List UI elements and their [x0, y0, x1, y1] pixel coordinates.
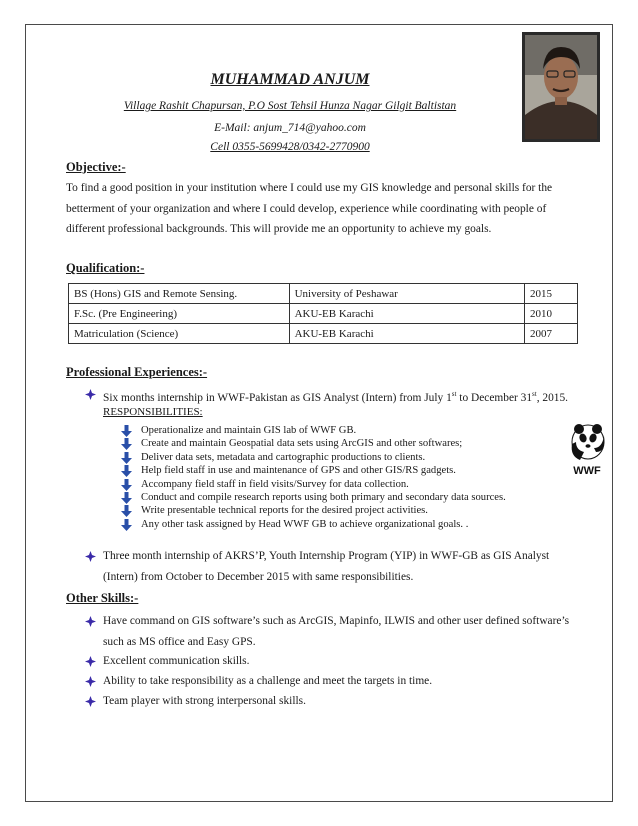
diamond-bullet-icon [85, 551, 96, 562]
table-row [69, 324, 578, 344]
objective-heading: Objective:- [66, 160, 126, 174]
qualification-table [68, 283, 578, 344]
experience-line: (Intern) from October to December 2015 with same responsibilities. [103, 570, 414, 583]
arrow-down-icon [121, 492, 132, 504]
diamond-bullet-icon [85, 676, 96, 687]
arrow-down-icon [121, 452, 132, 464]
phone: Cell 0355-5699428/0342-2770900 [210, 141, 370, 153]
objective-line: different professional backgrounds. This will provide me an opportunity to achieve my goals. [66, 223, 492, 235]
year-cell: 2007 [525, 324, 578, 344]
year-cell: 2015 [525, 284, 578, 304]
objective-text [66, 178, 578, 240]
list-item: Write presentable technical reports for the desired project activities. [121, 504, 506, 517]
candidate-name: MUHAMMAD ANJUM [210, 71, 370, 88]
skills-heading: Other Skills:- [66, 591, 139, 605]
arrow-down-icon [121, 479, 132, 491]
list-item: Conduct and compile research reports using both primary and secondary data sources. [121, 491, 506, 504]
address: Village Rashit Chapursan, P.O Sost Tehsil Hunza Nagar Gilgit Baltistan [123, 100, 457, 112]
skill-item: Team player with strong interpersonal skills. [103, 695, 306, 707]
skill-item: Excellent communication skills. [103, 655, 250, 667]
wwf-logo [566, 422, 608, 478]
list-item: Accompany field staff in field visits/Survey for data collection. [121, 478, 506, 491]
list-item: Operationalize and maintain GIS lab of WWF GB. [121, 424, 506, 437]
objective-line: betterment of your organization and where I could develop, experience while coordinating with people of [66, 202, 547, 215]
degree-cell: BS (Hons) GIS and Remote Sensing. [69, 284, 290, 304]
email: E-Mail: anjum_714@yahoo.com [214, 122, 366, 134]
skill-line: Have command on GIS software’s such as ArcGIS, Mapinfo, ILWIS and other user defined software’s [103, 615, 570, 627]
list-item: Help field staff in use and maintenance of GPS and other GIS/RS gadgets. [121, 464, 506, 477]
profile-photo [522, 32, 600, 142]
institute-cell: AKU-EB Karachi [289, 304, 524, 324]
skill-item: Ability to take responsibility as a challenge and meet the targets in time. [103, 675, 433, 687]
degree-cell: Matriculation (Science) [69, 324, 290, 344]
experience-heading: Professional Experiences:- [66, 365, 208, 379]
skill-item-gis [103, 611, 579, 652]
institute-cell: AKU-EB Karachi [289, 324, 524, 344]
experience-item-wwf: Six months internship in WWF-Pakistan as GIS Analyst (Intern) from July 1st to December 31st, 2015. [103, 390, 569, 404]
diamond-bullet-icon [85, 696, 96, 707]
arrow-down-icon [121, 425, 132, 437]
objective-line: To find a good position in your institution where I could use my GIS knowledge and personal skills for the [66, 182, 553, 194]
arrow-down-icon [121, 465, 132, 477]
wwf-logo-text: WWF [573, 465, 601, 477]
list-item: Deliver data sets, metadata and cartographic productions to clients. [121, 451, 506, 464]
year-cell: 2010 [525, 304, 578, 324]
table-row [69, 304, 578, 324]
list-item: Any other task assigned by Head WWF GB to achieve organizational goals. . [121, 518, 506, 531]
panda-icon [566, 422, 608, 478]
diamond-bullet-icon [85, 616, 96, 627]
diamond-bullet-icon [85, 656, 96, 667]
experience-item-akrsp [103, 546, 579, 587]
institute-cell: University of Peshawar [289, 284, 524, 304]
responsibilities-title: RESPONSIBILITIES: [103, 406, 203, 418]
arrow-down-icon [121, 505, 132, 517]
responsibilities-list [121, 424, 506, 531]
list-item: Create and maintain Geospatial data sets using ArcGIS and other softwares; [121, 437, 506, 450]
diamond-bullet-icon [85, 389, 96, 400]
arrow-down-icon [121, 519, 132, 531]
arrow-down-icon [121, 438, 132, 450]
qualification-heading: Qualification:- [66, 261, 145, 275]
degree-cell: F.Sc. (Pre Engineering) [69, 304, 290, 324]
skill-line: such as MS office and Easy GPS. [103, 635, 256, 648]
experience-line: Three month internship of AKRS’P, Youth Internship Program (YIP) in WWF-GB as GIS Analyst [103, 550, 550, 562]
table-row [69, 284, 578, 304]
